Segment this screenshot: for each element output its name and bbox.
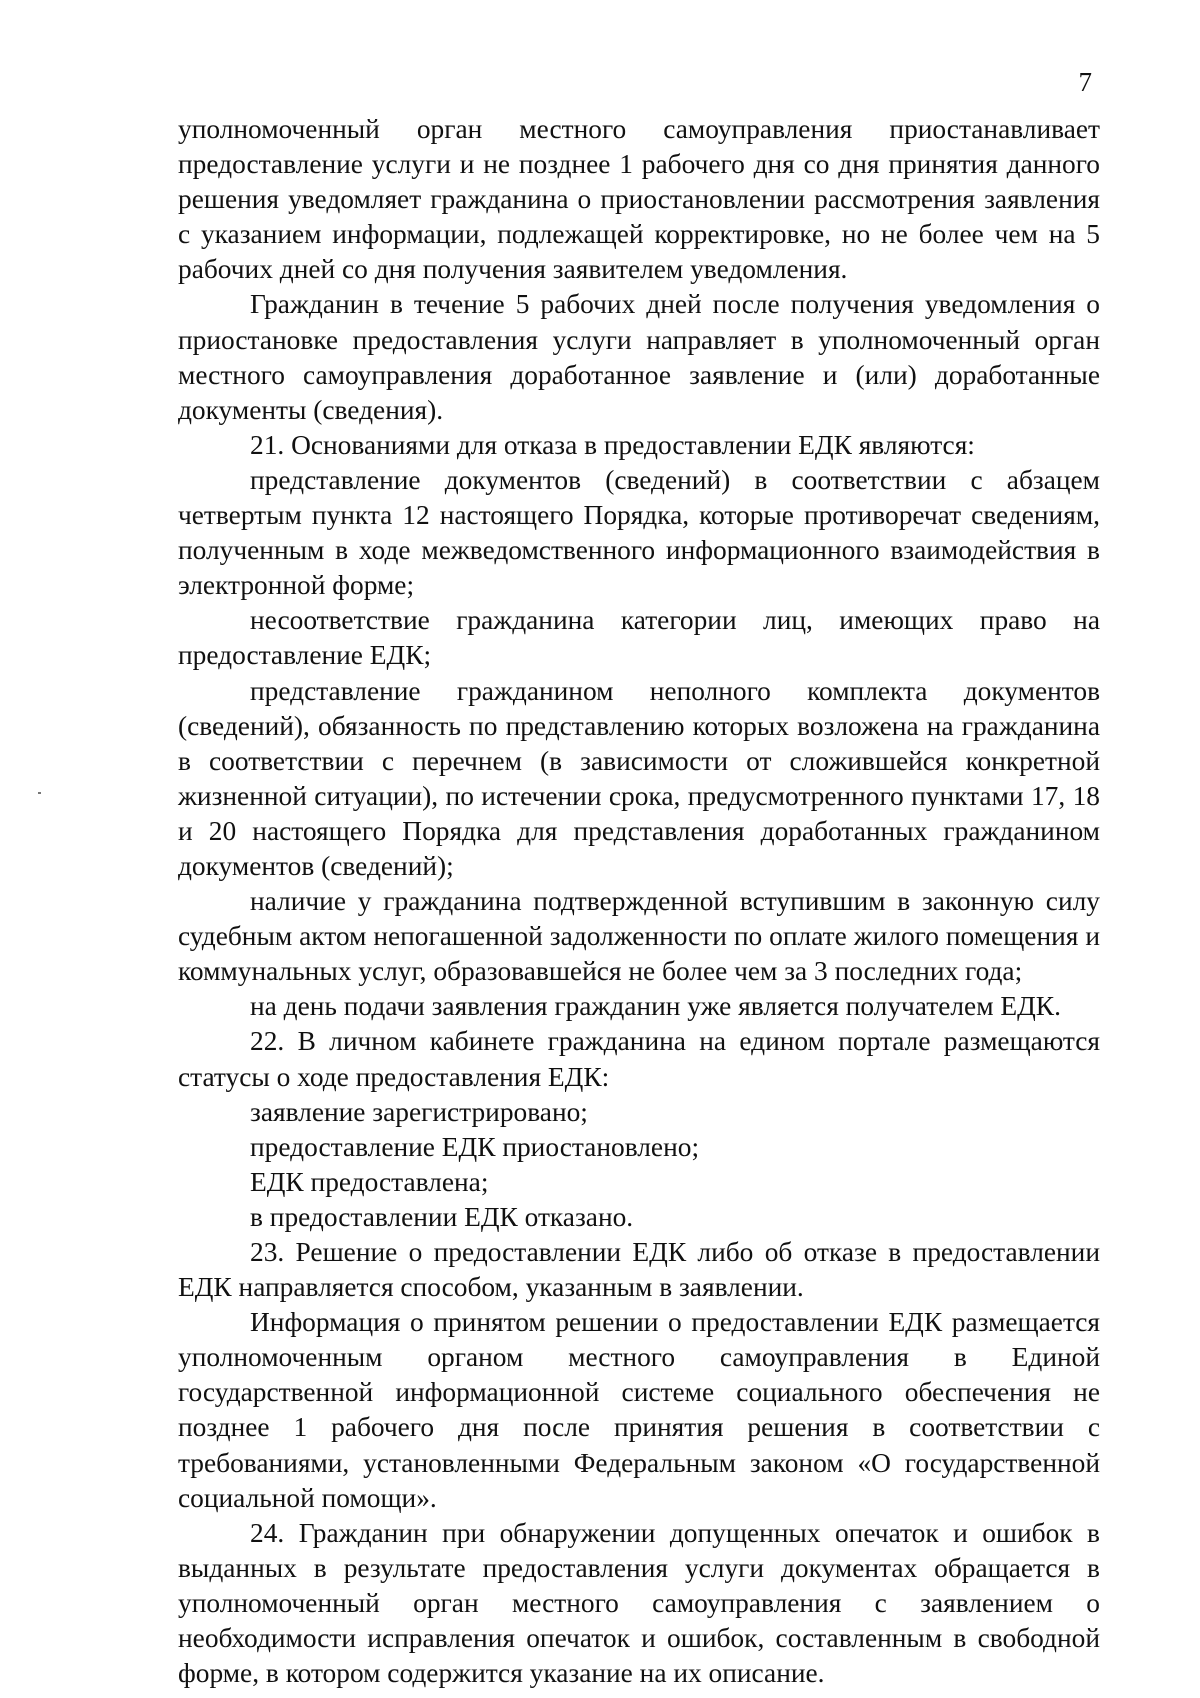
paragraph-21-item-2: несоответствие гражданина категории лиц, имеющих право на предоставление ЕДК; — [178, 605, 1100, 671]
scan-speck — [38, 792, 41, 794]
paragraph-21-item-3: представление гражданином неполного комплекта документов (сведений), обязанность по представлению которых возложена на гражданина в соответствии с перечнем (в зависимости от сложившейся конкретной жизненной ситуации), по истечении срока, предусмотренного пунктами 17, 18 и 20 настоящего Порядка для представления доработанных гражданином документов (сведений); — [178, 675, 1100, 881]
paragraph-24: 24. Гражданин при обнаружении допущенных опечаток и ошибок в выданных в результате предоставления услуги документах обращается в уполномоченный орган местного самоуправления с заявлением о необходимости исправления опечаток и ошибок, составленным в свободной форме, в котором содержится указание на их описание. — [178, 1517, 1100, 1689]
status-item-2: предоставление ЕДК приостановлено; — [250, 1131, 700, 1162]
paragraph-23: 23. Решение о предоставлении ЕДК либо об отказе в предоставлении ЕДК направляется способом, указанным в заявлении. — [178, 1237, 1100, 1303]
paragraph-21-item-5: на день подачи заявления гражданин уже является получателем ЕДК. — [250, 991, 1061, 1022]
status-item-3: ЕДК предоставлена; — [250, 1166, 489, 1197]
paragraph-22-heading: 22. В личном кабинете гражданина на едином портале размещаются статусы о ходе предоставления ЕДК: — [178, 1026, 1100, 1092]
paragraph-2: Гражданин в течение 5 рабочих дней после получения уведомления о приостановке предоставления услуги направляет в уполномоченный орган местного самоуправления доработанное заявление и (или) доработанные документы (сведения). — [178, 289, 1100, 425]
status-item-4: в предоставлении ЕДК отказано. — [250, 1201, 634, 1232]
paragraph-1: уполномоченный орган местного самоуправления приостанавливает предоставление услуги и не позднее 1 рабочего дня со дня принятия данного решения уведомляет гражданина о приостановлении рассмотрения заявления с указанием информации, подлежащей корректировке, но не более чем на 5 рабочих дней со дня получения заявителем уведомления. — [178, 114, 1100, 285]
paragraph-23-info: Информация о принятом решении о предоставлении ЕДК размещается уполномоченным органом местного самоуправления в Единой государственной информационной системе социального обеспечения не позднее 1 рабочего дня после принятия решения в соответствии с требованиями, установленными Федеральным законом «О государственной социальной помощи». — [178, 1307, 1100, 1513]
status-item-1: заявление зарегистрировано; — [250, 1096, 588, 1127]
paragraph-21-heading: 21. Основаниями для отказа в предоставлении ЕДК являются: — [250, 429, 975, 460]
paragraph-21-item-1: представление документов (сведений) в соответствии с абзацем четвертым пункта 12 настоящего Порядка, которые противоречат сведениям, полученным в ходе межведомственного информационного взаимодействия в электронной форме; — [178, 464, 1100, 601]
document-body — [178, 112, 1100, 1691]
page-number: 7 — [1078, 67, 1092, 97]
paragraph-21-item-4: наличие у гражданина подтвержденной вступившим в законную силу судебным актом непогашенной задолженности по оплате жилого помещения и коммунальных услуг, образовавшейся не более чем за 3 последних года; — [178, 886, 1100, 987]
